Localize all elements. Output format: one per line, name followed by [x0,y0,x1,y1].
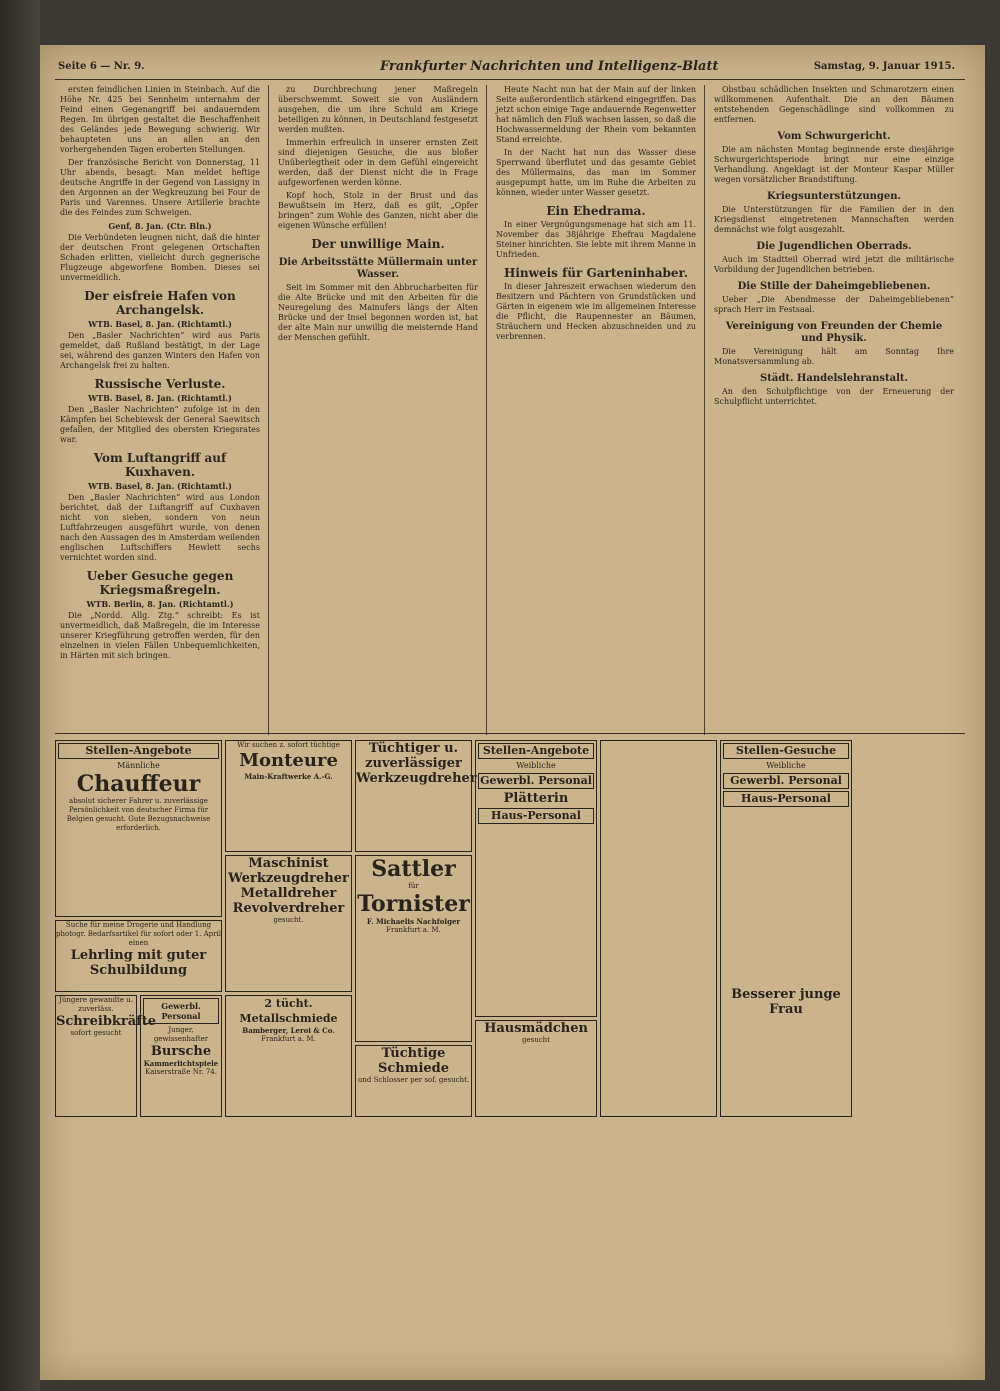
article-heading: Städt. Handelslehranstalt. [760,373,908,384]
paragraph: Den „Basler Nachrichten“ zufolge ist in den Kämpfen bei Schebiewsk der General Saewitsch gefallen, der Mitglied des obersten Kriegsrates war. [60,405,260,444]
paragraph: Die Unterstützungen für die Familien der in den Kriegsdienst eingetretenen Mannschaften werden demnächst wie folgt ausgezahlt. [714,205,954,234]
article-heading: Ein Ehedrama. [546,204,646,218]
ad-weibliche [475,740,597,1017]
dateline: WTB. Basel, 8. Jan. (Richtamtl.) [88,393,232,403]
ad-title-2: Tornister [357,891,470,917]
ad-text: Wir suchen z. sofort tüchtige [237,741,340,749]
newspaper-title: Frankfurter Nachrichten und Intelligenz-Blatt [380,59,719,74]
ad-company: Kammerlichtspiele [143,1059,219,1068]
ad-schreibkraefte [55,995,157,1117]
ad-chauffeur [55,740,222,917]
article-heading: Die Stille der Daheimgebliebenen. [737,281,931,292]
ad-section-subheading: Weibliche [516,761,556,770]
ad-section-heading: Gewerbl. Personal [723,773,849,789]
ad-title: Tüchtige Schmiede [377,1046,450,1076]
ad-maschinist [225,855,352,992]
ad-section-subheading: Weibliche [766,761,806,770]
header-rule [55,79,965,80]
paragraph: In dieser Jahreszeit erwachsen wiederum den Besitzern und Pächtern von Grundstücken und Gärten in eigenem wie im allgemeinen Interesse die Pflicht, die Raupennester an Bäumen, Sträuchern und Hecken abzuschneiden und zu verbrennen. [496,282,696,341]
article-heading: Der eisfreie Hafen von Archangelsk. [84,289,236,317]
column-1 [60,85,260,664]
ad-address: Kaiserstraße Nr. 74. [145,1068,217,1076]
book-spine [0,0,40,1391]
paragraph: Den „Basler Nachrichten“ wird aus London berichtet, daß der Luftangriff auf Cuxhaven nicht von sieben, sondern von neun Luftfahrzeugen ausgeführt wurde, von denen nach den Aussagen des in Amsterdam weilenden englischen Luftschiffers Hewlett sechs vernichtet worden sind. [60,493,260,562]
ad-address: Frankfurt a. M. [386,926,441,934]
page-date: Samstag, 9. Januar 1915. [813,61,955,72]
column-4 [714,85,954,410]
ad-text: absolut sicherer Fahrer u. zuverlässige Persönlichkeit von deutscher Firma für Belgien gesucht. Gute Bezugsnachweise erforderlich. [66,797,211,832]
ad-metallschmiede [225,995,352,1117]
ad-sattler [355,855,472,1042]
ad-company: Bamberger, Leroi & Co. [242,1026,335,1035]
article-heading: Vereinigung von Freunden der Chemie und Physik. [725,321,943,344]
ad-title: 2 tücht. Metallschmiede [239,997,338,1025]
ad-title: Tüchtiger u. zuverlässiger Werkzeugdreher [356,741,477,786]
paragraph: Seit im Sommer mit den Abbrucharbeiten für die Alte Brücke und mit den Arbeiten für die Neuregelung des Mainufers längs der Alten Brücke und der Insel begonnen worden ist, hat der alte Main nur unwillig die meisternde Hand der Menschen gefühlt. [278,283,478,342]
ad-subtitle: gesucht [522,1036,550,1044]
paragraph: Kopf hoch, Stolz in der Brust und das Bewußtsein im Herz, daß es gilt, „Opfer bringen“ zum Wohle des Ganzen, nicht aber die eigenen Wünsche erfüllen! [278,191,478,230]
paragraph: Immerhin erfreulich in unserer ernsten Zeit sind diejenigen Gesuche, die aus bloßer Unüberlegtheit oder in dem Gefühl eingereicht werden, daß der Dienst nicht die in Frage aufgeworfenen werden könne. [278,138,478,187]
article-heading: Der unwillige Main. [311,237,445,251]
ad-section-heading: Stellen-Angebote [478,743,594,759]
dateline: WTB. Basel, 8. Jan. (Richtamtl.) [88,319,232,329]
ad-section-heading: Stellen-Angebote [58,743,219,759]
paragraph: Die Verbündeten leugnen nicht, daß die hinter der deutschen Front gelegenen Ortschaften Schaden erlitten, vielleicht durch gegnerische Flugzeuge abgeworfene Bomben. Dieses sei unvermeidlich. [60,233,260,282]
paragraph: Die Vereinigung hält am Sonntag Ihre Monatsversammlung ab. [714,347,954,366]
ad-title: Chauffeur [76,771,201,797]
article-subheading: Die Arbeitsstätte Müllermain unter Wasser. [278,257,478,280]
ad-small-listings [600,740,717,1117]
ad-monteure [225,740,352,852]
ads-rule [55,733,965,734]
ad-subtitle: gesucht. [273,916,304,924]
page-number: Seite 6 — Nr. 9. [58,61,145,72]
page-header [40,59,985,79]
ad-section-heading: Gewerbl. Personal [478,773,594,789]
dateline: WTB. Berlin, 8. Jan. (Richtamtl.) [86,599,234,609]
ad-title: Sattler [371,856,456,882]
article-heading: Kriegsunterstützungen. [767,191,901,202]
ad-section-heading: Gewerbl. Personal [143,998,219,1024]
article-heading: Vom Luftangriff auf Kuxhaven. [93,451,227,479]
column-divider [704,85,705,735]
paragraph: Der französische Bericht von Donnerstag, 11 Uhr abends, besagt: Man meldet heftige deutsche Angriffe in der Gegend von Lassigny in den Argonnen an der Wegkreuzung bei Four de Paris und Varennes. Unsere Artillerie brachte die des Feindes zum Schweigen. [60,158,260,217]
article-heading: Ueber Gesuche gegen Kriegsmaßregeln. [86,569,234,597]
dateline: WTB. Basel, 8. Jan. (Richtamtl.) [88,481,232,491]
ad-title: Plätterin [503,791,569,806]
paragraph: An den Schulpflichtige von der Erneuerung der Schulpflicht unterrichtet. [714,387,954,406]
ad-hausmaedchen [475,1020,597,1117]
paragraph: Die am nächsten Montag beginnende erste diesjährige Schwurgerichtsperiode bringt nur eine einzige Verhandlung. Angeklagt ist der Monteur Kaspar Müller wegen vorsätzlicher Brandstiftung. [714,145,954,184]
ad-text: Jüngere gewandte u. zuverläss. [59,996,133,1013]
paragraph: Den „Basler Nachrichten“ wird aus Paris gemeldet, daß Rußland bestätigt, in der Lage sei, während des ganzen Winters den Hafen von Archangelsk frei zu halten. [60,331,260,370]
paragraph: Die „Nordd. Allg. Ztg.“ schreibt: Es ist unvermeidlich, daß Maßregeln, die im Interesse unserer Kriegführung getroffen werden, für den einzelnen in vielen Fällen Unbequemlichkeiten, in Härten mit sich bringen. [60,611,260,660]
paragraph: Obstbau schädlichen Insekten und Schmarotzern einen willkommenen Aufenthalt. Die an den Bäumen entstehenden Gegenschädlinge sind vollkommen zu entfernen. [714,85,954,124]
ad-text: und Schlosser per sof. gesucht. [357,1076,470,1084]
ad-text: Junger, gewissenhafter [153,1026,209,1043]
column-3 [496,85,696,345]
ad-text: Suche für meine Drogerie und Handlung photogr. Bedarfsartikel für sofort oder 1. April einen [56,921,221,947]
ad-title: Maschinist Werkzeugdreher Metalldreher Revolverdreher [228,856,349,916]
paragraph: In der Nacht hat nun das Wasser diese Sperrwand überflutet und das gesamte Gebiet des Müllermains, das man im Sommer ausgepumpt hatte, um im Ruhe die Arbeiten zu können, wieder unter Wasser gesetzt. [496,148,696,197]
newspaper-page [40,45,985,1380]
ad-section-heading: Haus-Personal [723,791,849,807]
article-heading: Hinweis für Garteninhaber. [504,266,688,280]
ad-company: Main-Kraftwerke A.-G. [244,772,333,781]
ad-lehrling [55,920,222,992]
paragraph: ersten feindlichen Linien in Steinbach. Auf die Höhe Nr. 425 bei Sennheim unternahm der Feind einen Gegenangriff bei andauerndem Regen. Im übrigen gestaltet die Beschaffenheit des Geländes jede Bewegung schwierig. Wir behaupteten uns an allen an den vorhergehenden Tagen eroberten Stellungen. [60,85,260,154]
ad-bursche [140,995,222,1117]
ad-title: Bursche [150,1044,212,1059]
ad-address: Frankfurt a. M. [261,1035,316,1043]
paragraph: In einer Vergnügungsmenage hat sich am 11. November das 38jährige Ehefrau Magdalene Steiner hinrichten. Sie lebte mit ihrem Manne in Unfrieden. [496,220,696,259]
ad-title: Hausmädchen [484,1021,588,1036]
ad-werkzeugdreher [355,740,477,852]
article-heading: Die Jugendlichen Oberrads. [756,241,912,252]
paragraph: Auch im Stadtteil Oberrad wird jetzt die militärische Vorbildung der Jugendlichen betrieben. [714,255,954,274]
ad-section-subheading: Männliche [117,761,160,770]
ad-company: F. Michaelis Nachfolger [366,917,461,926]
paragraph: zu Durchbrechung jener Maßregeln überschwemmt. Soweit sie von Ausländern ausgehen, die um ihre Schuld am Kriege beteiligen zu können, in Deutschland festgesetzt werden mußten. [278,85,478,134]
ad-section-heading: Haus-Personal [478,808,594,824]
article-heading: Vom Schwurgericht. [777,131,891,142]
paragraph: Heute Nacht nun hat der Main auf der linken Seite außerordentlich stärkend eingegriffen. Das jetzt schon einige Tage andauernde Regenwetter hat nämlich den Fluß wachsen lassen, so daß die Hochwassermeldung der Rhein vom bekannten Stand erreichte. [496,85,696,144]
ad-subtitle: sofort gesucht [70,1029,122,1037]
ad-stellen-gesuche [720,740,852,1117]
column-2 [278,85,478,346]
dateline: Genf, 8. Jan. (Ctr. Bln.) [108,221,212,231]
ad-title: Monteure [239,750,338,771]
column-divider [268,85,269,735]
column-divider [486,85,487,735]
ad-text: für [408,882,419,890]
ad-title: Besserer junge Frau [731,987,841,1017]
ad-section-heading: Stellen-Gesuche [723,743,849,759]
ad-title: Lehrling mit guter Schulbildung [70,948,207,978]
article-heading: Russische Verluste. [94,377,226,391]
ad-schmiede [355,1045,472,1117]
ad-title: Schreibkräfte [56,1014,157,1029]
paragraph: Ueber „Die Abendmesse der Daheimgebliebenen“ sprach Herr im Festsaal. [714,295,954,314]
